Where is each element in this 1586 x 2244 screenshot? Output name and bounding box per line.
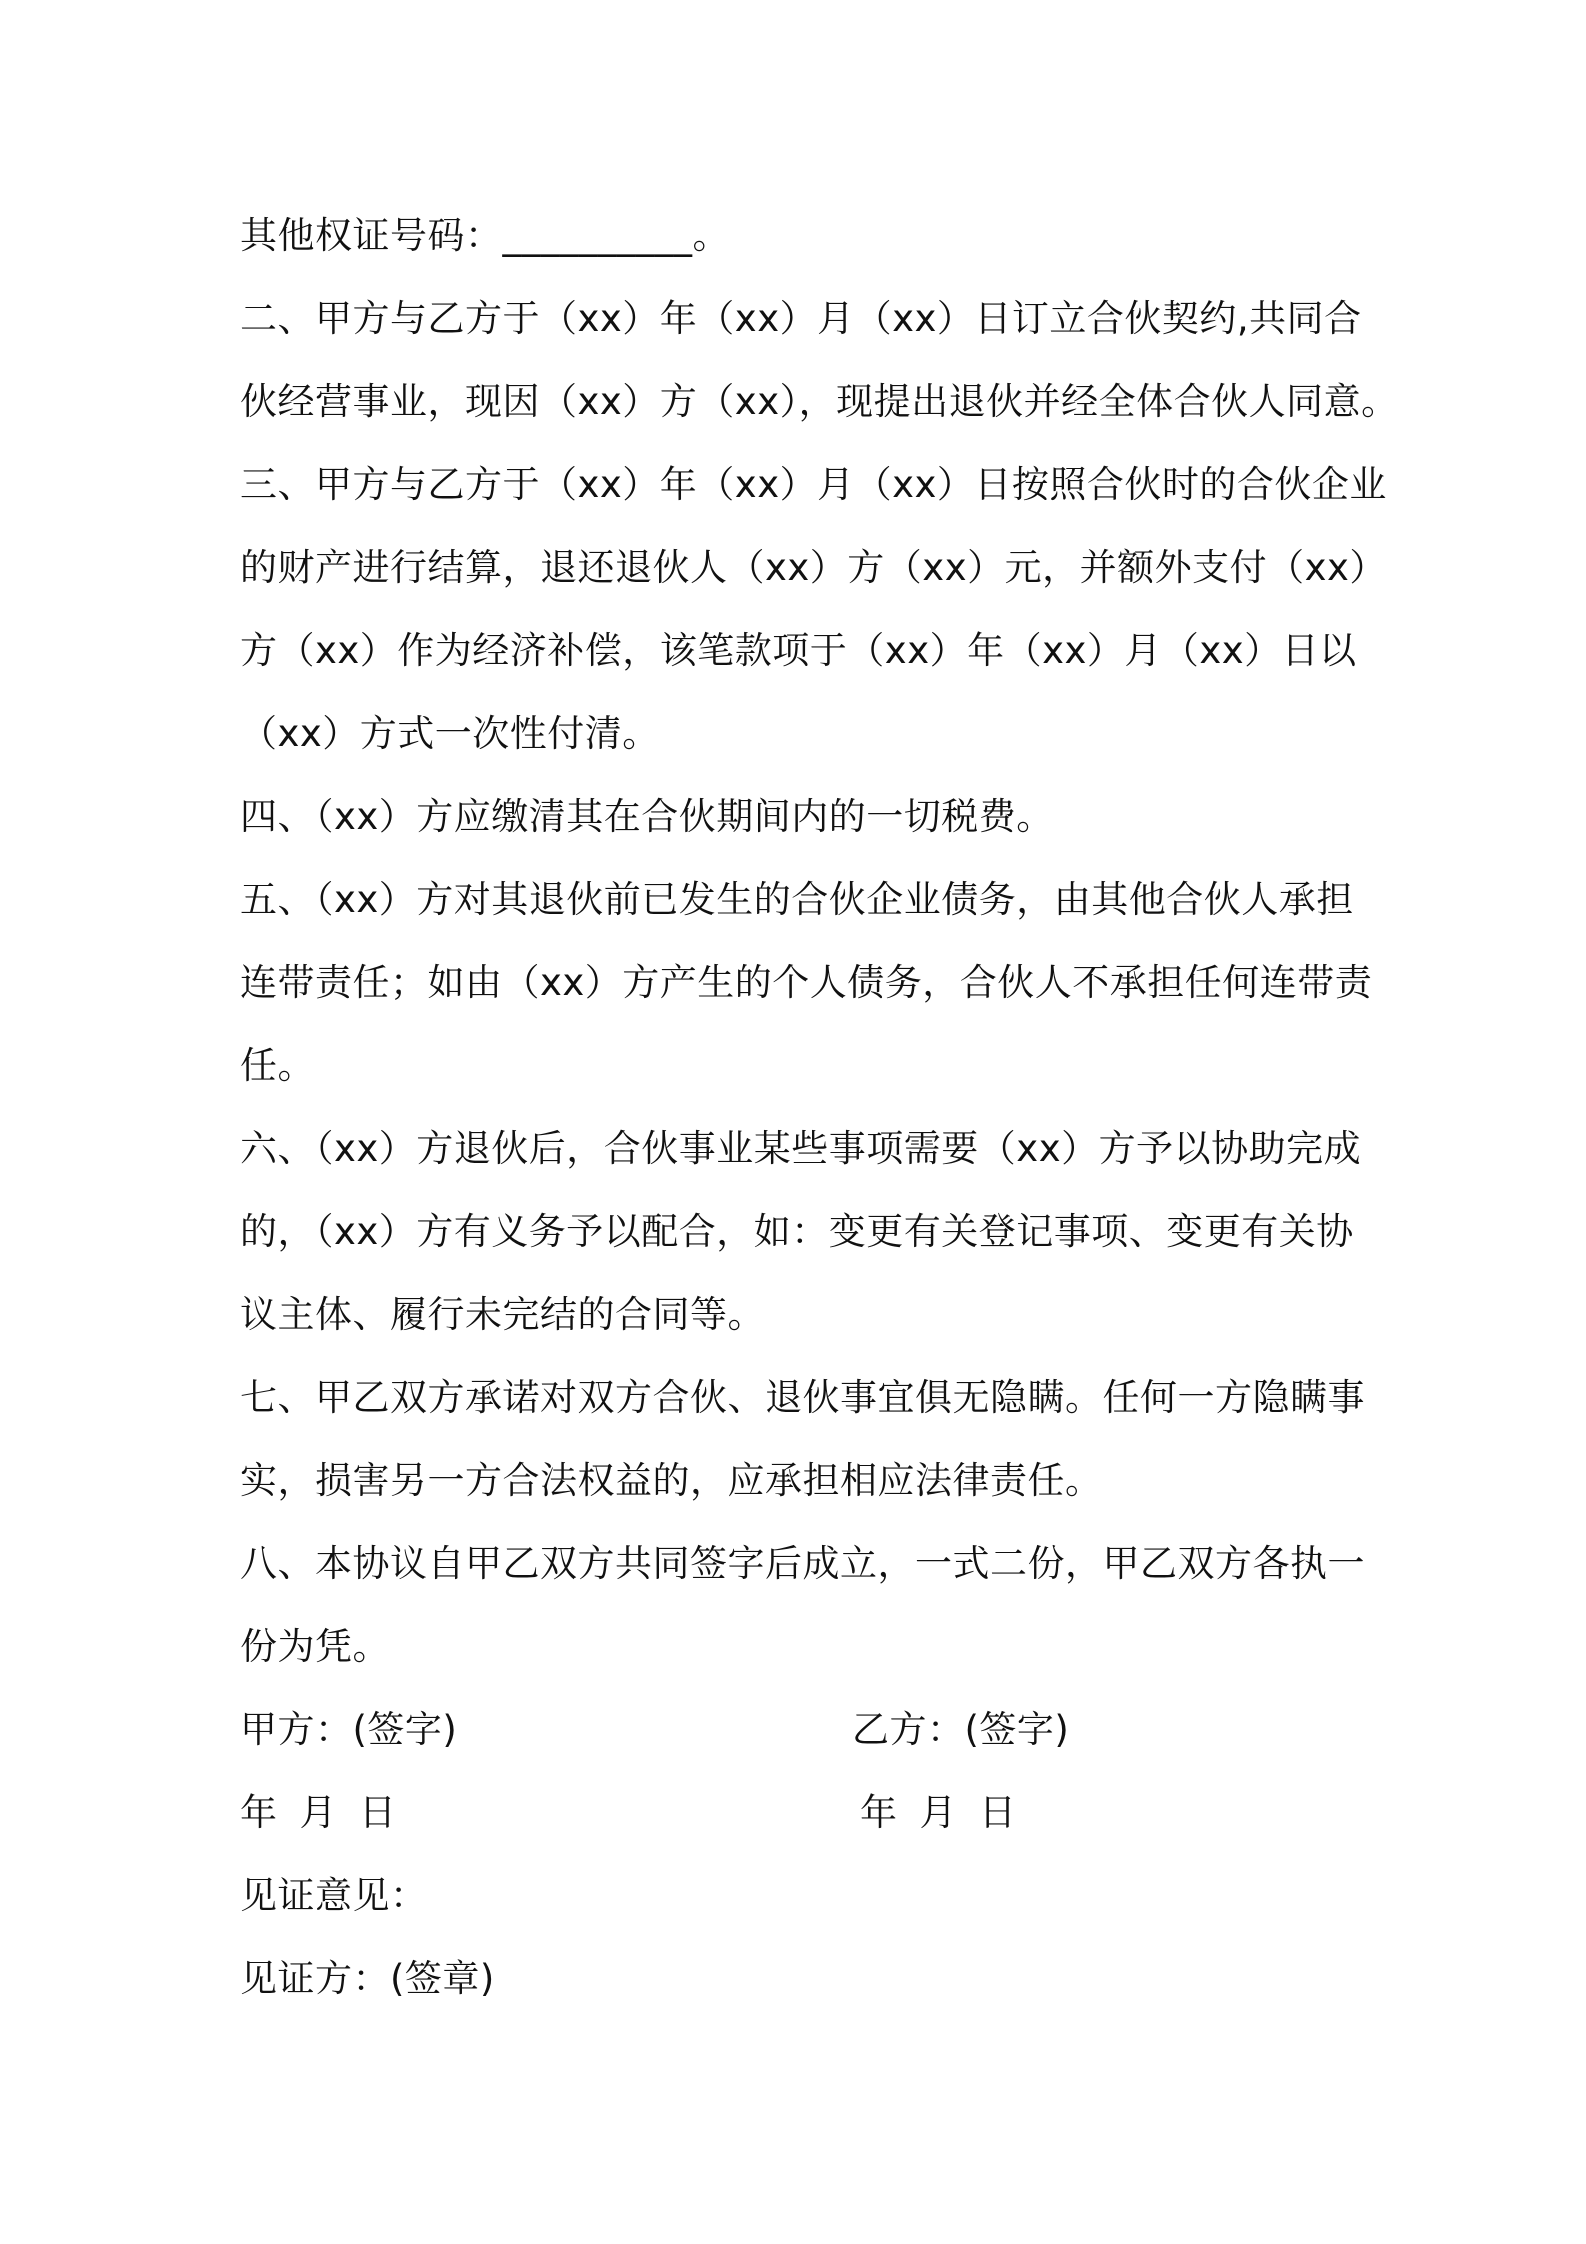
clause-2-line-1: 二、甲方与乙方于（xx）年（xx）月（xx）日订立合伙契约,共同合 xyxy=(240,297,1362,340)
clause-5-line-3: 任。 xyxy=(240,1044,315,1087)
clause-5 xyxy=(240,858,1373,1107)
clause-3-line-2: 的财产进行结算，退还退伙人（xx）方（xx）元，并额外支付（xx） xyxy=(240,546,1387,589)
witness-party-signature: 见证方：(签章) xyxy=(240,1957,495,2000)
clause-5-line-1: 五、（xx）方对其退伙前已发生的合伙企业债务，由其他合伙人承担 xyxy=(240,878,1354,921)
party-a-date xyxy=(240,1771,419,1854)
party-b-signature: 乙方：(签字) xyxy=(852,1708,1070,1751)
party-b-date-day: 日 xyxy=(979,1791,1017,1834)
witness-opinion-label: 见证意见： xyxy=(240,1874,428,1917)
clause-7-line-1: 七、甲乙双方承诺对双方合伙、退伙事宜俱无隐瞒。任何一方隐瞒事 xyxy=(240,1376,1365,1419)
clause-7-line-2: 实，损害另一方合法权益的，应承担相应法律责任。 xyxy=(240,1459,1103,1502)
clause-2 xyxy=(240,277,1399,443)
agreement-body xyxy=(240,194,1399,2020)
clause-7 xyxy=(240,1356,1370,1522)
party-a-date-year: 年 xyxy=(240,1791,278,1834)
party-b-date-year: 年 xyxy=(860,1791,898,1834)
clause-5-line-2: 连带责任；如由（xx）方产生的个人债务，合伙人不承担任何连带责 xyxy=(240,961,1373,1004)
signature-row xyxy=(240,1688,1370,1771)
clause-8-line-2: 份为凭。 xyxy=(240,1625,390,1668)
party-a-date-month: 月 xyxy=(299,1791,337,1834)
clause-8-line-1: 八、本协议自甲乙双方共同签字后成立，一式二份，甲乙双方各执一 xyxy=(240,1542,1365,1585)
party-b-date-month: 月 xyxy=(919,1791,957,1834)
clause-8 xyxy=(240,1522,1370,1688)
clause-3-line-3: 方（xx）作为经济补偿，该笔款项于（xx）年（xx）月（xx）日以 xyxy=(240,629,1357,672)
clause-6 xyxy=(240,1107,1370,1356)
clause-6-line-1: 六、（xx）方退伙后，合伙事业某些事项需要（xx）方予以协助完成 xyxy=(240,1127,1362,1170)
clause-3 xyxy=(240,443,1387,775)
party-a-date-day: 日 xyxy=(359,1791,397,1834)
clause-3-line-4: （xx）方式一次性付清。 xyxy=(240,712,660,755)
clause-6-line-2: 的，（xx）方有义务予以配合，如：变更有关登记事项、变更有关协 xyxy=(240,1210,1354,1253)
other-certificate-number-line: 其他权证号码：__________。 xyxy=(240,214,730,257)
clause-2-line-2: 伙经营事业，现因（xx）方（xx），现提出退伙并经全体合伙人同意。 xyxy=(240,380,1399,423)
date-row xyxy=(240,1771,1370,1854)
clause-4-line-1: 四、（xx）方应缴清其在合伙期间内的一切税费。 xyxy=(240,795,1054,838)
clause-3-line-1: 三、甲方与乙方于（xx）年（xx）月（xx）日按照合伙时的合伙企业 xyxy=(240,463,1387,506)
party-b-date xyxy=(860,1771,1039,1854)
party-a-signature: 甲方：(签字) xyxy=(240,1708,458,1751)
clause-6-line-3: 议主体、履行未完结的合同等。 xyxy=(240,1293,765,1336)
clause-4 xyxy=(240,775,1370,858)
